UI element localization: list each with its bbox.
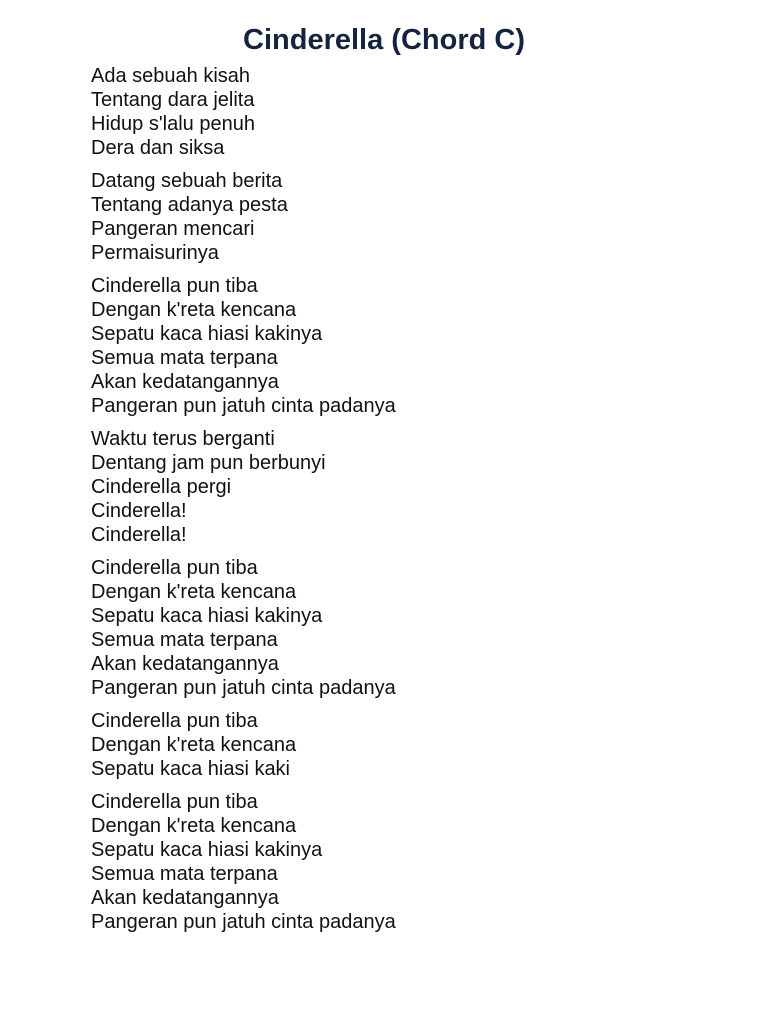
stanza [91, 274, 711, 418]
lyric-line: Cinderella pun tiba [91, 791, 258, 813]
lyric-line: Pangeran pun jatuh cinta padanya [91, 677, 396, 699]
lyric-line: Cinderella! [91, 524, 187, 546]
lyric-line: Akan kedatangannya [91, 653, 279, 675]
lyric-line: Cinderella pun tiba [91, 710, 258, 732]
lyric-line: Permaisurinya [91, 242, 219, 264]
lyric-line: Dentang jam pun berbunyi [91, 452, 326, 474]
lyric-line: Semua mata terpana [91, 347, 278, 369]
lyric-line: Cinderella pergi [91, 476, 232, 498]
stanza [91, 790, 711, 934]
lyric-line: Cinderella pun tiba [91, 275, 258, 297]
lyric-line: Cinderella! [91, 500, 187, 522]
lyric-line: Semua mata terpana [91, 863, 278, 885]
lyric-line: Dengan k'reta kencana [91, 581, 297, 603]
lyric-line: Dengan k'reta kencana [91, 734, 297, 756]
page-title: Cinderella (Chord C) [243, 24, 525, 56]
lyric-line: Sepatu kaca hiasi kakinya [91, 323, 323, 345]
stanza [91, 556, 711, 700]
lyric-line: Dera dan siksa [91, 137, 225, 159]
lyric-line: Cinderella pun tiba [91, 557, 258, 579]
lyric-line: Dengan k'reta kencana [91, 299, 297, 321]
lyric-line: Tentang dara jelita [91, 89, 255, 111]
lyric-line: Ada sebuah kisah [91, 65, 251, 87]
lyrics-body [91, 64, 711, 943]
lyric-line: Pangeran pun jatuh cinta padanya [91, 911, 396, 933]
stanza [91, 709, 711, 781]
lyric-line: Akan kedatangannya [91, 887, 279, 909]
lyric-line: Dengan k'reta kencana [91, 815, 297, 837]
stanza [91, 64, 711, 160]
lyric-line: Waktu terus berganti [91, 428, 275, 450]
lyric-line: Sepatu kaca hiasi kakinya [91, 605, 323, 627]
stanza [91, 169, 711, 265]
lyric-line: Semua mata terpana [91, 629, 278, 651]
lyric-line: Akan kedatangannya [91, 371, 279, 393]
stanza [91, 427, 711, 547]
lyric-line: Tentang adanya pesta [91, 194, 288, 216]
lyric-line: Datang sebuah berita [91, 170, 283, 192]
lyric-line: Sepatu kaca hiasi kaki [91, 758, 291, 780]
lyric-line: Pangeran mencari [91, 218, 255, 240]
lyric-line: Sepatu kaca hiasi kakinya [91, 839, 323, 861]
lyric-line: Pangeran pun jatuh cinta padanya [91, 395, 396, 417]
lyric-line: Hidup s'lalu penuh [91, 113, 255, 135]
